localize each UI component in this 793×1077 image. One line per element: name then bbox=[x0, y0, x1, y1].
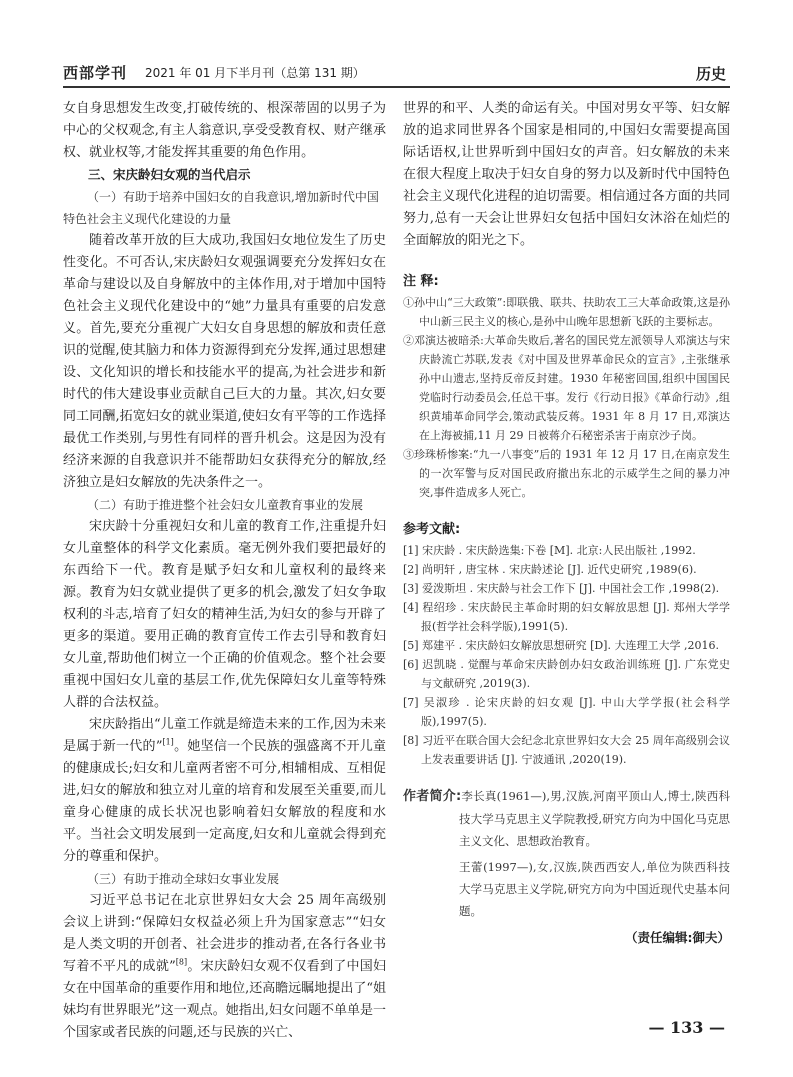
subsection-heading: （二）有助于推进整个社会妇女儿童教育事业的发展 bbox=[87, 498, 364, 512]
notes-title: 注 释: bbox=[403, 274, 439, 289]
reference-item: [8] 习近平在联合国大会纪念北京世界妇女大会 25 周年高级别会议上发表重要讲话 [J]. 宁波通讯 ,2020(19). bbox=[403, 734, 730, 766]
subsection-heading: （一）有助于培养中国妇女的自我意识,增加新时代中国特色社会主义现代化建设的力量 bbox=[63, 190, 379, 226]
page-number: — 133 — bbox=[648, 1018, 725, 1037]
left-column bbox=[63, 98, 386, 1044]
right-column bbox=[403, 98, 730, 946]
page-header bbox=[63, 60, 730, 84]
note-item: ②邓演达被暗杀:大革命失败后,著名的国民党左派领导人邓演达与宋庆龄流亡苏联,发表《对中国及世界革命民众的宣言》,主张继承孙中山遗志,坚持反帝反封建。1930 年秘密回国,组织中国国民党临时行动委员会,任总干事。发行《行动日报》《革命行动》,组织黄埔革命同学会,策动武装反蒋。1931 年 8 月 17 日,邓演达在上海被捕,11 月 29 日被蒋介石秘密杀害于南京沙子岗。 bbox=[403, 334, 730, 442]
author-label: 作者简介: bbox=[403, 789, 462, 804]
section-heading: 三、宋庆龄妇女观的当代启示 bbox=[88, 167, 251, 182]
citation-mark: [8] bbox=[175, 957, 188, 967]
reference-item: [6] 迟凯晓 . 觉醒与革命宋庆龄创办妇女政治训练班 [J]. 广东党史与文献研究 ,2019(3). bbox=[403, 658, 730, 690]
issue-info: 2021 年 01 月下半月刊（总第 131 期） bbox=[145, 66, 365, 80]
references-title: 参考文献: bbox=[403, 522, 461, 537]
reference-item: [5] 郑建平 . 宋庆龄妇女解放思想研究 [D]. 大连理工大学 ,2016. bbox=[403, 639, 719, 652]
reference-item: [3] 爱泼斯坦 . 宋庆龄与社会工作下 [J]. 中国社会工作 ,1998(2). bbox=[403, 582, 720, 595]
references-list bbox=[403, 541, 730, 769]
body-paragraph: 宋庆龄十分重视妇女和儿童的教育工作,注重提升妇女儿童整体的科学文化素质。毫无例外我们要把最好的东西给下一代。教育是赋予妇女和儿童权利的最终来源。教育为妇女就业提供了更多的机会,激发了妇女争取权利的斗志,培育了妇女的精神生活,为妇女的参与开辟了更多的渠道。要用正确的教育宣传工作去引导和教育妇女儿童,帮助他们树立一个正确的价值观念。整个社会要重视中国妇女儿童的基层工作,优先保障妇女儿童等特殊人群的合法权益。 bbox=[63, 519, 386, 710]
reference-item: [2] 尚明轩 , 唐宝林 . 宋庆龄述论 [J]. 近代史研究 ,1989(6). bbox=[403, 563, 697, 576]
body-paragraph: 女自身思想发生改变,打破传统的、根深蒂固的以男子为中心的父权观念,有主人翁意识,享受受教育权、财产继承权、就业权等,才能发挥其重要的角色作用。 bbox=[63, 101, 386, 160]
editor-credit: （责任编辑:御夫） bbox=[625, 930, 730, 945]
note-item: ③珍珠桥惨案:“九一八事变”后的 1931 年 12 月 17 日,在南京发生的一次军警与反对国民政府撤出东北的示威学生之间的暴力冲突,事件造成多人死亡。 bbox=[403, 448, 730, 499]
reference-item: [1] 宋庆龄 . 宋庆龄选集:下卷 [M]. 北京:人民出版社 ,1992. bbox=[403, 544, 696, 557]
note-item: ①孙中山“三大政策”:即联俄、联共、扶助农工三大革命政策,这是孙中山新三民主义的核心,是孙中山晚年思想新飞跃的主要标志。 bbox=[403, 296, 730, 328]
reference-item: [4] 程绍珍 . 宋庆龄民主革命时期的妇女解放思想 [J]. 郑州大学学报(哲学社会科学版),1991(5). bbox=[403, 601, 730, 633]
author-info bbox=[403, 785, 730, 922]
notes-list bbox=[403, 293, 730, 502]
section-name: 历史 bbox=[695, 65, 726, 83]
header-rule bbox=[63, 86, 730, 88]
reference-item: [7] 吴淑珍 . 论宋庆龄的妇女观 [J]. 中山大学学报(社会科学版),1997(5). bbox=[403, 696, 730, 728]
body-paragraph: 随着改革开放的巨大成功,我国妇女地位发生了历史性变化。不可否认,宋庆龄妇女观强调要充分发挥妇女在革命与建设以及自身解放中的主体作用,对于增加中国特色社会主义现代化建设中的“她”力量具有重要的启发意义。首先,要充分重视广大妇女自身思想的解放和责任意识的觉醒,使其脑力和体力资源得到充分发挥,通过思想建设、文化知识的增长和技能水平的提高,为社会进步和新时代的伟大建设事业贡献自己巨大的力量。其次,妇女要同工同酬,拓宽妇女的就业渠道,使妇女有平等的工作选择最优工作类别,与男性有同样的晋升机会。这是因为没有经济来源的自我意识并不能帮助妇女获得充分的解放,经济独立是妇女解放的先决条件之一。 bbox=[63, 233, 386, 490]
journal-logo: 西部学刊 bbox=[63, 64, 128, 82]
body-paragraph: 习近平总书记在北京世界妇女大会 25 周年高级别会议上讲到:“保障妇女权益必须上升为国家意志”“妇女是人类文明的开创者、社会进步的推动者,在各行各业书写着不平凡的成就”[8]。宋庆龄妇女观不仅看到了中国妇女在中国革命的重要作用和地位,还高瞻远瞩地提出了“姐妹均有世界眼光”这一观点。她指出,妇女问题不单单是一个国家或者民族的问题,还与民族的兴亡、 bbox=[63, 893, 386, 1040]
citation-mark: [1] bbox=[162, 737, 174, 747]
body-paragraph: 宋庆龄指出“儿童工作就是缔造未来的工作,因为未来是属于新一代的”[1]。她坚信一个民族的强盛离不开儿童的健康成长;妇女和儿童两者密不可分,相辅相成、互相促进,妇女的解放和独立对儿童的培育和发展至关重要,而儿童身心健康的成长状况也影响着妇女解放的程度和水平。当社会文明发展到一定高度,妇女和儿童就会得到充分的尊重和保护。 bbox=[63, 717, 386, 864]
body-paragraph: 世界的和平、人类的命运有关。中国对男女平等、妇女解放的追求同世界各个国家是相同的,中国妇女需要提高国际话语权,让世界听到中国妇女的声音。妇女解放的未来在很大程度上取决于妇女自身的努力以及新时代中国特色社会主义现代化进程的迫切需要。相信通过各方面的共同努力,总有一天会让世界妇女包括中国妇女沐浴在灿烂的全面解放的阳光之下。 bbox=[403, 101, 730, 248]
author-first: 李长真(1961—),男,汉族,河南平顶山人,博士,陕西科技大学马克思主义学院教授,研究方向为中国化马克思主义文化、思想政治教育。 bbox=[459, 789, 731, 848]
author-second: 王蕾(1997—),女,汉族,陕西西安人,单位为陕西科技大学马克思主义学院,研究方向为中国近现代史基本问题。 bbox=[459, 860, 730, 918]
subsection-heading: （三）有助于推动全球妇女事业发展 bbox=[87, 872, 280, 886]
